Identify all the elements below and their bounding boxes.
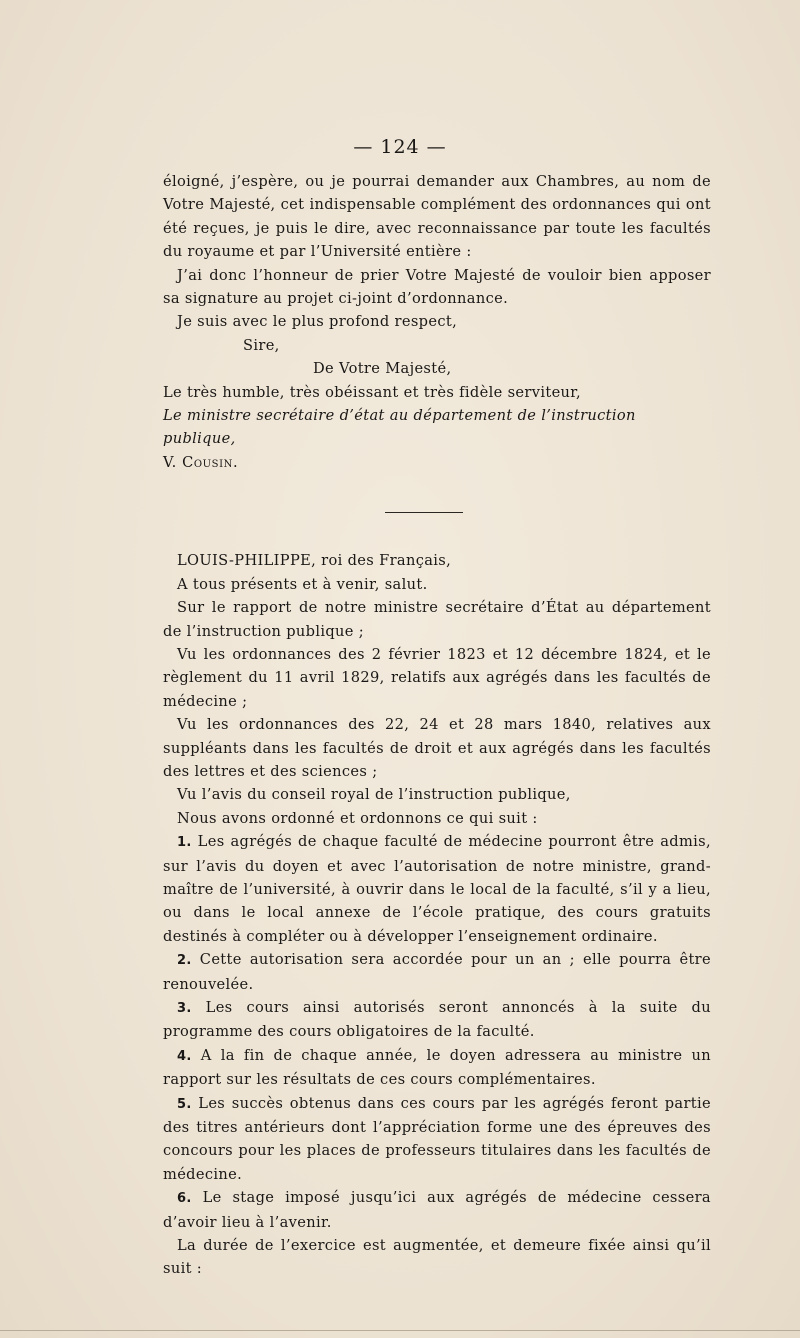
article-number: 4. (177, 1048, 192, 1064)
ordonnance-vu-2: Vu les ordonnances des 22, 24 et 28 mars 1840, relatives aux suppléants dans les facultés de droit et aux agrégés dans les facultés des lettres et des sciences ; (163, 716, 711, 780)
ordonnance-king: LOUIS-PHILIPPE, roi des Français, (177, 552, 452, 570)
page-number: — 124 — (353, 136, 447, 158)
article-3 (163, 996, 711, 1044)
article-5 (163, 1092, 711, 1187)
page-body (163, 170, 711, 1281)
article-text: Le stage imposé jusqu’ici aux agrégés de médecine cessera d’avoir lieu à l’avenir. (163, 1189, 711, 1231)
article-1 (163, 830, 711, 948)
article-text: Les agrégés de chaque faculté de médecine pourront être admis, sur l’avis du doyen et avec l’autorisation de notre ministre, grand-maître de l’université, à ouvrir dans le local de la faculté, s’il y a lieu, ou dans le local annexe de l’école pratique, des cours gratuits destinés à compléter ou à développer l’enseignement ordinaire. (163, 833, 711, 945)
article-number: 5. (177, 1096, 192, 1112)
article-text: Les succès obtenus dans ces cours par les agrégés feront partie des titres antérieurs dont l’appréciation forme une des épreuves des concours pour les places de professeurs titulaires dans les facultés de médecine. (163, 1094, 711, 1183)
letter-paragraph-2: J’ai donc l’honneur de prier Votre Majesté de vouloir bien apposer sa signature au projet ci-joint d’ordonnance. (163, 266, 711, 308)
section-divider (385, 512, 463, 513)
ordonnance-closing: La durée de l’exercice est augmentée, et demeure fixée ainsi qu’il suit : (163, 1237, 711, 1278)
ordonnance-rapport: Sur le rapport de notre ministre secrétaire d’État au département de l’instruction publique ; (163, 599, 711, 640)
salutation-sire: Sire, (243, 336, 280, 354)
article-number: 2. (177, 953, 192, 969)
salutation-majeste: De Votre Majesté, (313, 360, 452, 378)
article-text: A la fin de chaque année, le doyen adressera au ministre un rapport sur les résultats de ces cours complémentaires. (163, 1046, 711, 1089)
article-number: 1. (177, 835, 192, 851)
letter-paragraph-3: Je suis avec le plus profond respect, (177, 313, 458, 331)
article-2 (163, 948, 711, 996)
ordonnance-vu-3: Vu l’avis du conseil royal de l’instruction publique, (177, 786, 571, 804)
signature: V. Cousin. (163, 453, 239, 471)
article-number: 3. (177, 1001, 192, 1016)
minister-title: Le ministre secrétaire d’état au département de l’instruction publique, (163, 407, 636, 448)
letter-paragraph-1: éloigné, j’espère, ou je pourrai demander aux Chambres, au nom de Votre Majesté, cet indispensable complément des ordonnances qui ont été reçues, je puis le dire, avec reconnaissance par toute les facultés du royaume et par l’Université entière : (163, 173, 711, 261)
article-4 (163, 1044, 711, 1092)
article-text: Les cours ainsi autorisés seront annoncés à la suite du programme des cours obligatoires de la faculté. (163, 999, 711, 1041)
article-text: Cette autorisation sera accordée pour un an ; elle pourra être renouvelée. (163, 951, 711, 993)
ordonnance-vu-1: Vu les ordonnances des 2 février 1823 et 12 décembre 1824, et le règlement du 11 avril 1829, relatifs aux agrégés dans les facultés de médecine ; (163, 645, 711, 710)
article-6 (163, 1186, 711, 1234)
ordonnance-salut: A tous présents et à venir, salut. (177, 575, 428, 593)
closing-formula: Le très humble, très obéissant et très fidèle serviteur, (163, 383, 582, 401)
ordonnance-nous: Nous avons ordonné et ordonnons ce qui suit : (177, 809, 538, 827)
article-number: 6. (177, 1191, 192, 1207)
page-edge-rule (0, 1330, 800, 1331)
